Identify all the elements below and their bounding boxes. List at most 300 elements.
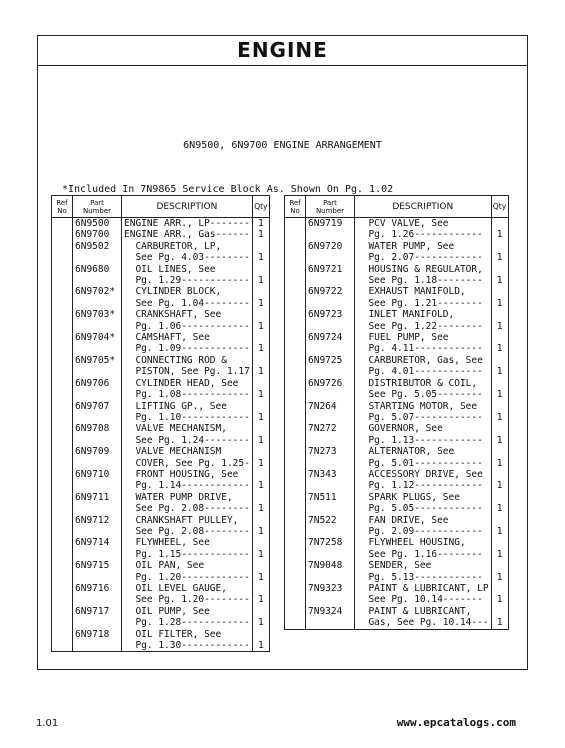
description-line: CRANKSHAFT PULLEY, xyxy=(124,514,239,526)
table-row xyxy=(285,515,509,538)
ref-no-cell xyxy=(52,355,73,378)
part-number: 6N9718 xyxy=(73,629,122,652)
quantity xyxy=(491,332,508,355)
part-description xyxy=(355,537,492,560)
table-row xyxy=(285,446,509,469)
ref-no-cell xyxy=(52,492,73,515)
table-row xyxy=(52,355,270,378)
qty-header: Qty xyxy=(491,196,508,218)
ref-no-cell xyxy=(52,401,73,424)
service-block-note: *Included In 7N9865 Service Block As. Shown On Pg. 1.02 xyxy=(62,184,394,195)
part-description xyxy=(122,560,253,583)
table-row xyxy=(52,469,270,492)
quantity-value: 1 xyxy=(257,434,264,446)
ref-no-cell xyxy=(285,332,306,355)
part-number: 6N9710 xyxy=(73,469,122,492)
description-line: CARBURETOR, LP, xyxy=(124,240,222,252)
quantity xyxy=(252,218,269,230)
part-description xyxy=(355,378,492,401)
ref-no-cell xyxy=(52,606,73,629)
quantity-value: 1 xyxy=(257,640,264,652)
ref-no-cell xyxy=(52,423,73,446)
description-line: CONNECTING ROD & xyxy=(124,354,227,366)
parts-table-right-body xyxy=(285,218,509,630)
table-row xyxy=(285,309,509,332)
description-line: Pg. 4.01------------ xyxy=(357,366,483,378)
table-row xyxy=(52,332,270,355)
ref-no-cell xyxy=(52,583,73,606)
description-header: DESCRIPTION xyxy=(122,196,253,218)
quantity xyxy=(252,241,269,264)
table-row xyxy=(52,286,270,309)
table-row xyxy=(52,423,270,446)
table-row xyxy=(285,241,509,264)
part-number: 6N9711 xyxy=(73,492,122,515)
quantity-value: 1 xyxy=(496,389,503,401)
description-line: CRANKSHAFT, See xyxy=(124,309,222,321)
ref-no-header: Ref No xyxy=(52,196,73,218)
quantity xyxy=(491,378,508,401)
table-row xyxy=(285,378,509,401)
description-line: OIL LEVEL GAUGE, xyxy=(124,583,227,594)
ref-no-cell xyxy=(52,469,73,492)
quantity-value: 1 xyxy=(496,411,503,423)
quantity xyxy=(252,264,269,287)
ref-no-cell xyxy=(285,423,306,446)
part-number: 6N9712 xyxy=(73,515,122,538)
part-description xyxy=(122,241,253,264)
part-number: 6N9502 xyxy=(73,241,122,264)
ref-no-cell xyxy=(52,332,73,355)
quantity xyxy=(252,492,269,515)
table-row xyxy=(52,560,270,583)
description-line: Pg. 1.08------------ xyxy=(124,389,250,401)
quantity-value: 1 xyxy=(496,366,503,378)
quantity-value: 1 xyxy=(257,320,264,332)
quantity xyxy=(491,286,508,309)
part-description xyxy=(122,401,253,424)
part-number: 6N9719 xyxy=(306,218,355,241)
part-number: 7N264 xyxy=(306,401,355,424)
part-description xyxy=(355,264,492,287)
description-line: HOUSING & REGULATOR, xyxy=(357,263,483,275)
part-description xyxy=(355,492,492,515)
part-number: 6N9722 xyxy=(306,286,355,309)
part-description xyxy=(355,515,492,538)
quantity xyxy=(252,446,269,469)
ref-no-cell xyxy=(285,469,306,492)
quantity-value: 1 xyxy=(257,411,264,423)
part-description xyxy=(122,492,253,515)
part-number: 6N9680 xyxy=(73,264,122,287)
table-row xyxy=(285,469,509,492)
quantity-value: 1 xyxy=(496,503,503,515)
page-number: 1.01 xyxy=(36,718,59,729)
table-row xyxy=(52,537,270,560)
part-description xyxy=(355,469,492,492)
description-line: WATER PUMP DRIVE, xyxy=(124,491,233,503)
part-number: 7N511 xyxy=(306,492,355,515)
table-row xyxy=(285,423,509,446)
ref-no-cell xyxy=(52,515,73,538)
ref-no-cell xyxy=(52,378,73,401)
quantity xyxy=(252,332,269,355)
ref-no-cell xyxy=(52,286,73,309)
ref-no-cell xyxy=(285,446,306,469)
qty-header: Qty xyxy=(252,196,269,218)
part-number: 6N9702* xyxy=(73,286,122,309)
table-row xyxy=(285,332,509,355)
part-description xyxy=(122,264,253,287)
description-line: CYLINDER HEAD, See xyxy=(124,377,239,389)
part-number: 6N9705* xyxy=(73,355,122,378)
quantity-value: 1 xyxy=(257,457,264,469)
quantity xyxy=(252,286,269,309)
page-title: ENGINE xyxy=(237,38,328,62)
part-description xyxy=(355,583,492,606)
quantity-value: 1 xyxy=(257,389,264,401)
table-row xyxy=(285,583,509,606)
description-line: OIL FILTER, See xyxy=(124,628,222,640)
part-number: 6N9708 xyxy=(73,423,122,446)
quantity xyxy=(491,241,508,264)
part-description xyxy=(355,332,492,355)
description-line: See Pg. 1.20-------- xyxy=(124,594,250,606)
part-description xyxy=(122,469,253,492)
quantity-value: 1 xyxy=(257,594,264,606)
quantity xyxy=(252,583,269,606)
description-line: Pg. 1.28------------ xyxy=(124,617,250,629)
ref-no-cell xyxy=(285,241,306,264)
ref-no-cell xyxy=(52,241,73,264)
ref-no-cell xyxy=(285,355,306,378)
description-line: INLET MANIFOLD, xyxy=(357,309,455,321)
quantity xyxy=(491,264,508,287)
description-line: PISTON, See Pg. 1.17 xyxy=(124,366,250,378)
part-description xyxy=(355,241,492,264)
description-line: See Pg. 1.24-------- xyxy=(124,434,250,446)
description-line: PCV VALVE, See xyxy=(357,218,449,229)
quantity xyxy=(491,309,508,332)
table-row xyxy=(52,492,270,515)
table-row xyxy=(285,286,509,309)
ref-no-cell xyxy=(52,218,73,230)
part-description xyxy=(355,309,492,332)
part-number: 6N9707 xyxy=(73,401,122,424)
ref-no-cell xyxy=(52,629,73,652)
part-description xyxy=(122,355,253,378)
quantity xyxy=(491,218,508,241)
part-number: 7N343 xyxy=(306,469,355,492)
table-row xyxy=(285,492,509,515)
description-line: CARBURETOR, Gas, See xyxy=(357,354,483,366)
part-number: 6N9721 xyxy=(306,264,355,287)
parts-table-left xyxy=(51,195,270,652)
description-line: OIL LINES, See xyxy=(124,263,216,275)
ref-no-cell xyxy=(285,606,306,629)
part-description xyxy=(122,229,253,240)
part-description xyxy=(122,423,253,446)
quantity-value: 1 xyxy=(257,343,264,355)
part-number-header: Part Number xyxy=(306,196,355,218)
quantity xyxy=(491,583,508,606)
description-line: FRONT HOUSING, See xyxy=(124,468,239,480)
description-line: Pg. 2.09------------ xyxy=(357,525,483,537)
table-row xyxy=(285,537,509,560)
quantity-value: 1 xyxy=(496,434,503,446)
description-line: See Pg. 1.04-------- xyxy=(124,297,250,309)
description-line: See Pg. 2.08-------- xyxy=(124,503,250,515)
ref-no-cell xyxy=(285,264,306,287)
description-line: See Pg. 1.18-------- xyxy=(357,275,483,287)
description-header: DESCRIPTION xyxy=(355,196,492,218)
table-row xyxy=(52,583,270,606)
quantity-value: 1 xyxy=(257,503,264,515)
table-row xyxy=(52,446,270,469)
table-row xyxy=(52,629,270,652)
quantity xyxy=(491,355,508,378)
part-description xyxy=(355,286,492,309)
description-line: Pg. 1.30------------ xyxy=(124,640,250,652)
part-number: 7N522 xyxy=(306,515,355,538)
table-row xyxy=(52,606,270,629)
description-line: SPARK PLUGS, See xyxy=(357,491,460,503)
description-line: See Pg. 5.05-------- xyxy=(357,389,483,401)
quantity-value: 1 xyxy=(496,525,503,537)
quantity xyxy=(252,355,269,378)
ref-no-cell xyxy=(285,309,306,332)
quantity-value: 1 xyxy=(257,548,264,560)
ref-no-cell xyxy=(52,537,73,560)
quantity xyxy=(491,492,508,515)
part-description xyxy=(355,446,492,469)
part-number: 7N273 xyxy=(306,446,355,469)
part-description xyxy=(355,560,492,583)
description-line: Pg. 4.11------------ xyxy=(357,343,483,355)
table-row xyxy=(52,401,270,424)
ref-no-cell xyxy=(285,401,306,424)
part-description xyxy=(122,606,253,629)
ref-no-cell xyxy=(52,229,73,240)
part-description xyxy=(355,218,492,241)
description-line: Pg. 1.12------------ xyxy=(357,480,483,492)
quantity-value: 1 xyxy=(257,366,264,378)
table-row xyxy=(285,355,509,378)
quantity-value: 1 xyxy=(257,480,264,492)
table-row xyxy=(52,264,270,287)
table-row xyxy=(285,560,509,583)
quantity-value: 1 xyxy=(496,343,503,355)
part-number: 7N272 xyxy=(306,423,355,446)
description-line: Pg. 1.20------------ xyxy=(124,571,250,583)
part-number: 6N9726 xyxy=(306,378,355,401)
quantity-value: 1 xyxy=(496,480,503,492)
part-number: 6N9720 xyxy=(306,241,355,264)
quantity-value: 1 xyxy=(496,571,503,583)
quantity xyxy=(252,629,269,652)
description-line: WATER PUMP, See xyxy=(357,240,455,252)
table-row xyxy=(285,606,509,629)
quantity xyxy=(491,469,508,492)
table-row xyxy=(52,309,270,332)
ref-no-cell xyxy=(285,492,306,515)
quantity-value: 1 xyxy=(496,548,503,560)
part-number: 6N9709 xyxy=(73,446,122,469)
parts-table-left-body xyxy=(52,218,270,652)
quantity xyxy=(491,606,508,629)
description-line: ENGINE ARR., Gas------ xyxy=(124,229,250,241)
part-description xyxy=(122,309,253,332)
ref-no-cell xyxy=(285,537,306,560)
description-line: CYLINDER BLOCK, xyxy=(124,286,222,298)
quantity-value: 1 xyxy=(257,252,264,264)
description-line: Pg. 5.05------------ xyxy=(357,503,483,515)
quantity xyxy=(252,229,269,240)
ref-no-cell xyxy=(52,446,73,469)
ref-no-cell xyxy=(285,515,306,538)
description-line: Pg. 1.06------------ xyxy=(124,320,250,332)
description-line: OIL PAN, See xyxy=(124,560,205,572)
part-number: 7N9048 xyxy=(306,560,355,583)
quantity-value: 1 xyxy=(496,594,503,606)
description-line: EXHAUST MANIFOLD, xyxy=(357,286,466,298)
part-description xyxy=(122,537,253,560)
description-line: Pg. 1.10------------ xyxy=(124,411,250,423)
description-line: SENDER, See xyxy=(357,560,432,572)
description-line: FLYWHEEL, See xyxy=(124,537,210,549)
ref-no-cell xyxy=(52,309,73,332)
description-line: See Pg. 4.03-------- xyxy=(124,252,250,264)
quantity xyxy=(252,401,269,424)
part-number: 6N9717 xyxy=(73,606,122,629)
part-description xyxy=(122,378,253,401)
part-number-header: Part Number xyxy=(73,196,122,218)
quantity xyxy=(252,515,269,538)
part-description xyxy=(355,355,492,378)
quantity xyxy=(491,446,508,469)
quantity xyxy=(252,606,269,629)
quantity-value: 1 xyxy=(257,571,264,583)
description-line: Pg. 1.09------------ xyxy=(124,343,250,355)
quantity xyxy=(252,309,269,332)
part-number: 7N9323 xyxy=(306,583,355,606)
description-line: Pg. 1.14------------ xyxy=(124,480,250,492)
description-line: Pg. 2.07------------ xyxy=(357,252,483,264)
part-number: 6N9725 xyxy=(306,355,355,378)
quantity-value: 1 xyxy=(496,252,503,264)
part-description xyxy=(122,332,253,355)
table-row xyxy=(52,229,270,240)
quantity xyxy=(491,537,508,560)
description-line: Pg. 1.26------------ xyxy=(357,229,483,241)
table-row xyxy=(285,401,509,424)
description-line: COVER, See Pg. 1.25- xyxy=(124,457,250,469)
description-line: Pg. 1.29------------ xyxy=(124,275,250,287)
description-line: See Pg. 2.08-------- xyxy=(124,525,250,537)
part-number: 6N9724 xyxy=(306,332,355,355)
quantity-value: 1 xyxy=(496,297,503,309)
description-line: VALVE MECHANISM xyxy=(124,446,222,458)
quantity xyxy=(252,469,269,492)
description-line: See Pg. 1.22-------- xyxy=(357,320,483,332)
description-line: FUEL PUMP, See xyxy=(357,332,449,344)
quantity-value: 1 xyxy=(257,275,264,287)
quantity-value: 1 xyxy=(257,617,264,629)
quantity xyxy=(252,378,269,401)
part-number: 6N9703* xyxy=(73,309,122,332)
description-line: ALTERNATOR, See xyxy=(357,446,455,458)
table-row xyxy=(52,218,270,230)
part-number: 6N9716 xyxy=(73,583,122,606)
description-line: Pg. 1.15------------ xyxy=(124,548,250,560)
quantity xyxy=(252,423,269,446)
title-bar xyxy=(38,36,527,66)
description-line: FLYWHEEL HOUSING, xyxy=(357,537,466,549)
ref-no-cell xyxy=(285,286,306,309)
part-number: 6N9704* xyxy=(73,332,122,355)
part-number: 6N9700 xyxy=(73,229,122,240)
quantity-value: 1 xyxy=(496,320,503,332)
description-line: PAINT & LUBRICANT, xyxy=(357,605,472,617)
parts-table-right xyxy=(284,195,509,630)
description-line: See Pg. 1.16-------- xyxy=(357,548,483,560)
part-description xyxy=(355,423,492,446)
quantity-value: 1 xyxy=(496,275,503,287)
table-row xyxy=(52,241,270,264)
quantity xyxy=(491,423,508,446)
quantity-value: 1 xyxy=(257,297,264,309)
part-number: 6N9715 xyxy=(73,560,122,583)
ref-no-cell xyxy=(285,560,306,583)
quantity xyxy=(252,537,269,560)
description-line: See Pg. 10.14------- xyxy=(357,594,483,606)
part-number: 6N9714 xyxy=(73,537,122,560)
quantity-value: 1 xyxy=(257,525,264,537)
description-line: LIFTING GP., See xyxy=(124,400,227,412)
table-row xyxy=(285,218,509,241)
part-description xyxy=(122,446,253,469)
part-description xyxy=(122,218,253,230)
description-line: OIL PUMP, See xyxy=(124,605,210,617)
description-line: GOVERNOR, See xyxy=(357,423,443,435)
part-description xyxy=(122,515,253,538)
table-row xyxy=(285,264,509,287)
ref-no-cell xyxy=(285,378,306,401)
part-description xyxy=(122,583,253,606)
description-line: Gas, See Pg. 10.14--- xyxy=(357,617,489,629)
description-line: CAMSHAFT, See xyxy=(124,332,210,344)
ref-no-header: Ref No xyxy=(285,196,306,218)
description-line: PAINT & LUBRICANT, LP xyxy=(357,583,489,594)
quantity-value: 1 xyxy=(496,617,503,629)
part-description xyxy=(355,401,492,424)
quantity-value: 1 xyxy=(496,229,503,241)
quantity xyxy=(491,401,508,424)
description-line: STARTING MOTOR, See xyxy=(357,400,478,412)
website-watermark: www.epcatalogs.com xyxy=(396,716,516,729)
part-description xyxy=(122,286,253,309)
table-row xyxy=(52,378,270,401)
part-number: 6N9723 xyxy=(306,309,355,332)
quantity-value: 1 xyxy=(257,229,264,241)
ref-no-cell xyxy=(52,560,73,583)
part-description xyxy=(122,629,253,652)
description-line: Pg. 5.07------------ xyxy=(357,411,483,423)
quantity xyxy=(252,560,269,583)
description-line: ACCESSORY DRIVE, See xyxy=(357,468,483,480)
part-description xyxy=(355,606,492,629)
quantity-value: 1 xyxy=(257,218,264,229)
